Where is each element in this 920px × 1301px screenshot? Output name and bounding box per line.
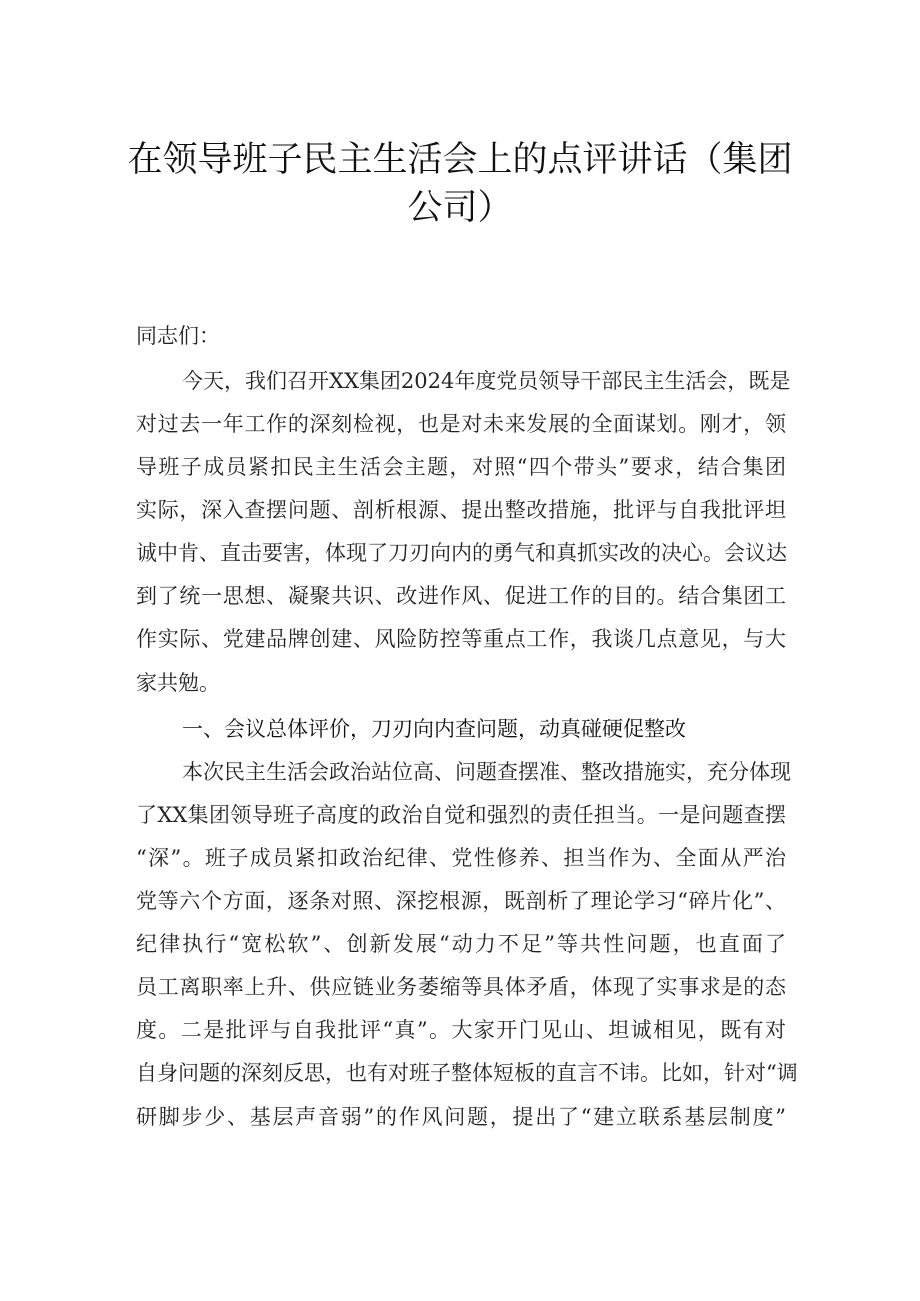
paragraph-line: 今天，我们召开XX集团2024年度党员领导干部民主生活会，既是 (182, 369, 791, 393)
paragraph-line: 本次民主生活会政治站位高、问题查摆准、整改措施实，充分体现 (182, 760, 791, 784)
paragraph-line: 研脚步少、基层声音弱”的作风问题，提出了“建立联系基层制度” (136, 1105, 786, 1129)
paragraph-line: 自身问题的深刻反思，也有对班子整体短板的直言不讳。比如，针对“调 (136, 1061, 798, 1085)
paragraph-line: 对过去一年工作的深刻检视，也是对未来发展的全面谋划。刚才，领 (136, 412, 786, 436)
paragraph-line: 导班子成员紧扣民主生活会主题，对照“四个带头”要求，结合集团 (136, 455, 786, 479)
paragraph-line: 了XX集团领导班子高度的政治自觉和强烈的责任担当。一是问题查摆 (136, 803, 786, 827)
paragraph-line: 作实际、党建品牌创建、风险防控等重点工作，我谈几点意见，与大 (136, 627, 786, 651)
paragraph-line: 实际，深入查摆问题、剖析根源、提出整改措施，批评与自我批评坦 (136, 498, 786, 522)
greeting: 同志们： (136, 324, 220, 348)
paragraph-line: 诚中肯、直击要害，体现了刀刃向内的勇气和真抓实改的决心。会议达 (136, 541, 787, 565)
paragraph-line: 纪律执行“宽松软”、创新发展“动力不足”等共性问题，也直面了 (136, 932, 786, 956)
paragraph-line: 员工离职率上升、供应链业务萎缩等具体矛盾，体现了实事求是的态 (136, 975, 786, 999)
document-title-line-1: 在领导班子民主生活会上的点评讲话（集团 (127, 140, 793, 180)
section-heading: 一、会议总体评价，刀刃向内查问题，动真碰硬促整改 (182, 717, 686, 741)
paragraph-line: 度。二是批评与自我批评“真”。大家开门见山、坦诚相见，既有对 (136, 1018, 786, 1042)
paragraph-line: “深”。班子成员紧扣政治纪律、党性修养、担当作为、全面从严治 (136, 846, 786, 870)
document-title-line-2: 公司） (407, 188, 513, 228)
paragraph-line: 家共勉。 (136, 671, 220, 695)
paragraph-line: 党等六个方面，逐条对照、深挖根源，既剖析了理论学习“碎片化”、 (136, 889, 786, 913)
paragraph-line: 到了统一思想、凝聚共识、改进作风、促进工作的目的。结合集团工 (136, 584, 786, 608)
